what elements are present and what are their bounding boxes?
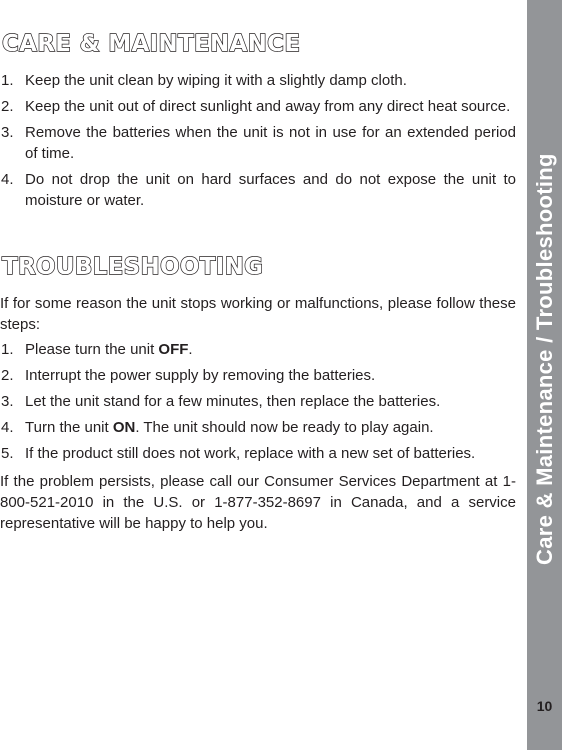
care-maintenance-heading: CARE & MAINTENANCE: [2, 31, 301, 57]
item-text: Keep the unit out of direct sunlight and away from any direct heat source.: [25, 98, 511, 115]
list-item: [0, 96, 516, 117]
item-number: 2.: [1, 98, 14, 115]
page-number: 10: [536, 698, 553, 714]
item-text: Let the unit stand for a few minutes, then replace the batteries.: [25, 393, 441, 410]
item-number: 5.: [1, 445, 14, 462]
list-item: [0, 391, 516, 412]
item-number: 1.: [1, 72, 14, 89]
troubleshooting-steps: [0, 339, 516, 469]
item-number: 3.: [1, 393, 14, 410]
item-bold-text: OFF: [158, 341, 189, 358]
item-number: 3.: [1, 124, 14, 141]
item-text: Do not drop the unit on hard surfaces and do not expose the unit to moisture or water.: [25, 171, 516, 209]
item-text-after: .: [188, 341, 193, 358]
troubleshooting-intro: If for some reason the unit stops working or malfunctions, please follow these steps:: [0, 295, 516, 333]
item-text: Turn the unit: [25, 419, 113, 436]
troubleshooting-heading: TROUBLESHOOTING: [2, 254, 264, 280]
item-text: Remove the batteries when the unit is not in use for an extended period of time.: [25, 124, 516, 162]
troubleshooting-outro: If the problem persists, please call our Consumer Services Department at 1-800-521-2010 in the U.S. or 1-877-352-8697 in Canada, and a service representative will be happy to help you.: [0, 473, 516, 532]
item-text: Keep the unit clean by wiping it with a slightly damp cloth.: [25, 72, 407, 89]
item-number: 4.: [1, 419, 14, 436]
list-item: [0, 169, 516, 211]
item-number: 2.: [1, 367, 14, 384]
list-item: [0, 122, 516, 164]
sidebar-title-text: Care & Maintenance / Troubleshooting: [532, 153, 557, 565]
list-item: [0, 339, 516, 360]
list-item: [0, 417, 516, 438]
item-number: 1.: [1, 341, 14, 358]
list-item: [0, 70, 516, 91]
item-text: If the product still does not work, replace with a new set of batteries.: [25, 445, 476, 462]
item-text-after: . The unit should now be ready to play again.: [135, 419, 434, 436]
item-text: Interrupt the power supply by removing the batteries.: [25, 367, 376, 384]
item-number: 4.: [1, 171, 14, 188]
item-text: Please turn the unit: [25, 341, 159, 358]
list-item: [0, 443, 516, 464]
item-bold-text: ON: [112, 419, 136, 436]
care-list: [0, 70, 516, 216]
list-item: [0, 365, 516, 386]
